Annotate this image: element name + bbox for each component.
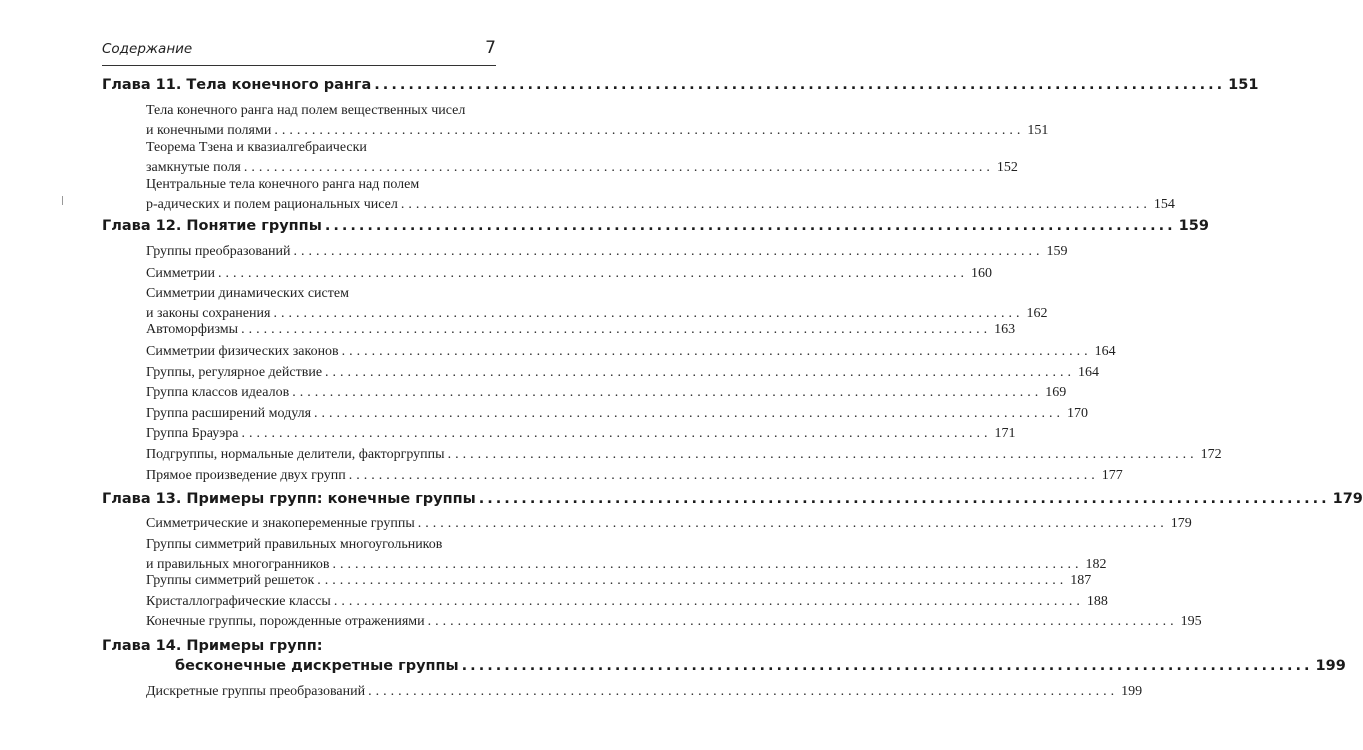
toc-entry[interactable]: Тела конечного ранга над полем вещественных чисел и конечными полями .................................................................................................... 151: [146, 101, 496, 141]
entry-page: 169: [1045, 385, 1067, 400]
toc-entry[interactable]: Прямое произведение двух групп .................................................................................................... 177: [146, 466, 496, 486]
toc-entry[interactable]: Подгруппы, нормальные делители, факторгруппы .................................................................................................... 172: [146, 445, 496, 465]
toc-entry[interactable]: Автоморфизмы .................................................................................................... 163: [146, 320, 496, 340]
header-rule: [102, 65, 496, 66]
toc-entry[interactable]: Группы, регулярное действие .................................................................................................... 164: [146, 363, 496, 383]
toc-entry[interactable]: Симметрии .................................................................................................... 160: [146, 264, 496, 284]
entry-page: 154: [1153, 197, 1175, 212]
toc-entry[interactable]: Теорема Тзена и квазиалгебраически замкнутые поля .................................................................................................... 152: [146, 138, 496, 178]
entry-page: 164: [1094, 344, 1116, 359]
entry-page: 162: [1026, 306, 1048, 321]
page-header: [102, 40, 496, 57]
toc-entry[interactable]: Кристаллографические классы .................................................................................................... 188: [146, 592, 496, 612]
chapter-page: 179: [1332, 491, 1363, 507]
entry-page: 159: [1046, 244, 1068, 259]
running-head: Содержание: [102, 41, 193, 57]
entry-page: 163: [994, 322, 1016, 337]
toc-entry[interactable]: Группа классов идеалов .................................................................................................... 169: [146, 383, 496, 403]
chapter-12-title[interactable]: Глава 12. Понятие группы .................................................................................................... 159: [102, 218, 1209, 234]
entry-page: 199: [1121, 684, 1143, 699]
entry-page: 187: [1070, 573, 1092, 588]
page-number: 7: [485, 38, 496, 58]
toc-entry[interactable]: Группа расширений модуля .................................................................................................... 170: [146, 404, 496, 424]
entry-page: 152: [996, 160, 1018, 175]
toc-entry[interactable]: Группы преобразований .................................................................................................... 159: [146, 242, 496, 262]
entry-page: 164: [1078, 365, 1100, 380]
entry-page: 151: [1027, 123, 1049, 138]
toc-entry[interactable]: Симметрические и знакопеременные группы .................................................................................................... 179: [146, 514, 496, 534]
entry-page: 170: [1067, 406, 1089, 421]
entry-page: 172: [1200, 447, 1222, 462]
toc-entry[interactable]: Симметрии физических законов .................................................................................................... 164: [146, 342, 496, 362]
margin-mark: [62, 196, 63, 205]
entry-page: 160: [971, 266, 993, 281]
chapter-page: 151: [1228, 77, 1259, 93]
toc-entry[interactable]: Конечные группы, порожденные отражениями .................................................................................................... 195: [146, 612, 496, 632]
chapter-11-title[interactable]: Глава 11. Тела конечного ранга .................................................................................................... 151: [102, 77, 1259, 93]
chapter-page: 159: [1178, 218, 1209, 234]
toc-entry[interactable]: Группы симметрий правильных многоугольников и правильных многогранников .................................................................................................... 182: [146, 535, 496, 575]
chapter-14-title[interactable]: Глава 14. Примеры групп: бесконечные дискретные группы .................................................................................................... 199: [102, 638, 1346, 674]
entry-page: 179: [1170, 516, 1192, 531]
entry-page: 188: [1086, 594, 1108, 609]
chapter-page: 199: [1315, 658, 1346, 674]
toc-entry[interactable]: Дискретные группы преобразований .................................................................................................... 199: [146, 682, 496, 702]
toc-entry[interactable]: Группы симметрий решеток .................................................................................................... 187: [146, 571, 496, 591]
toc-entry[interactable]: Группа Брауэра .................................................................................................... 171: [146, 424, 496, 444]
toc-entry[interactable]: Центральные тела конечного ранга над полем p-адических и полем рациональных чисел .................................................................................................... 154: [146, 175, 496, 215]
entry-page: 195: [1180, 614, 1202, 629]
toc-entry[interactable]: Симметрии динамических систем и законы сохранения .................................................................................................... 162: [146, 284, 496, 324]
chapter-13-title[interactable]: Глава 13. Примеры групп: конечные группы .................................................................................................... 179: [102, 491, 1363, 507]
entry-page: 177: [1101, 468, 1123, 483]
entry-page: 171: [994, 426, 1016, 441]
entry-page: 182: [1085, 557, 1107, 572]
